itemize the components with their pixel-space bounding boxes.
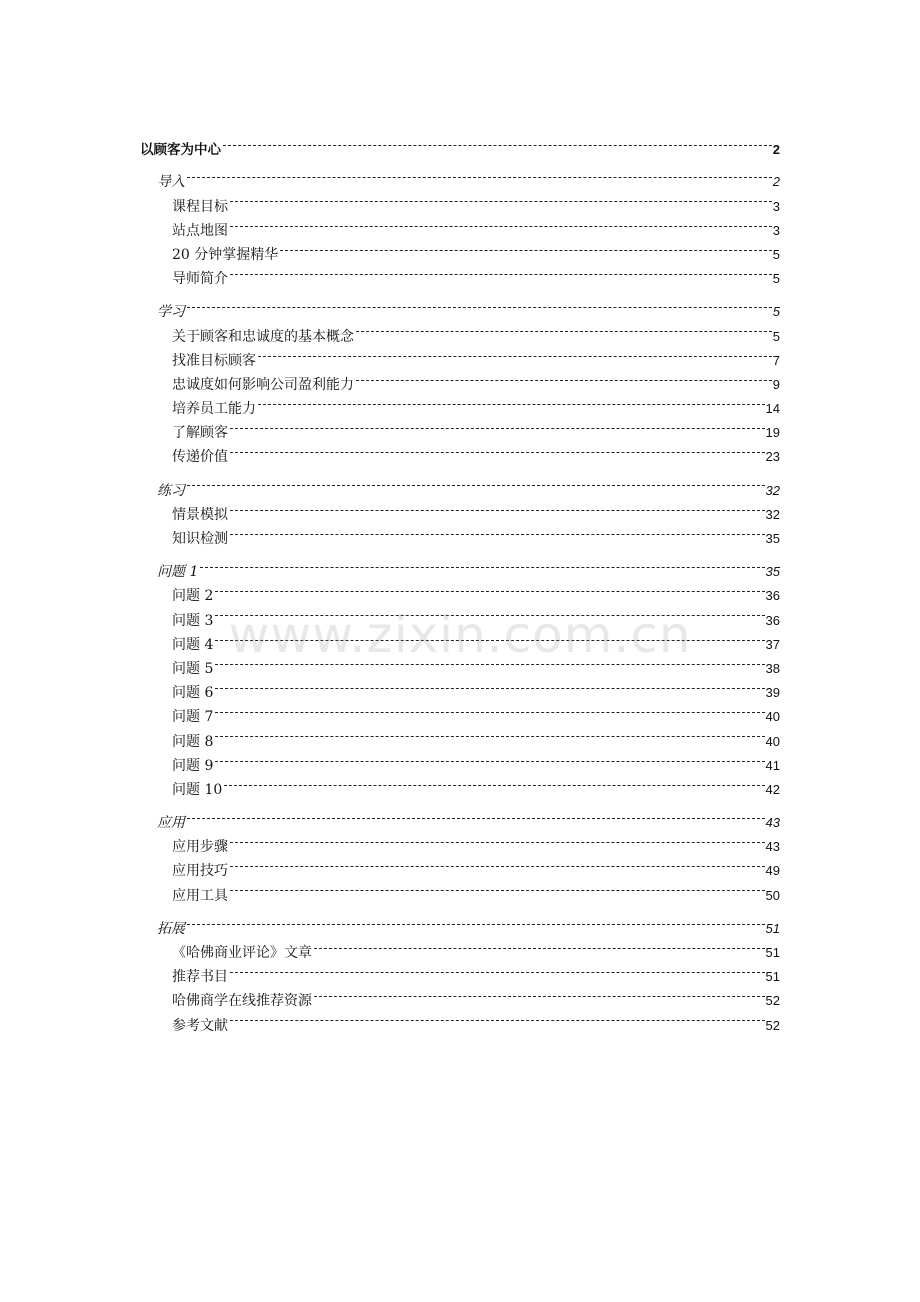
toc-item-entry-label: 问题 4 xyxy=(172,636,214,653)
toc-item-entry-page: 40 xyxy=(765,709,780,725)
toc-title-page: 2 xyxy=(772,142,780,158)
dot-leader xyxy=(354,365,773,389)
toc-item-entry-label: 课程目标 xyxy=(172,198,228,215)
toc-item-entry[interactable] xyxy=(140,495,780,523)
toc-item-entry[interactable] xyxy=(140,316,780,345)
toc-item-entry-page: 43 xyxy=(765,839,780,855)
toc-item-entry-page: 3 xyxy=(772,222,780,238)
toc-section xyxy=(140,552,780,798)
dot-leader xyxy=(228,851,766,875)
toc-section xyxy=(140,909,780,1034)
dot-leader xyxy=(222,770,765,794)
dot-leader xyxy=(228,875,766,899)
dot-leader xyxy=(228,413,766,437)
toc-sections xyxy=(140,162,780,1034)
toc-item-entry-label: 问题 9 xyxy=(172,757,214,774)
dot-leader xyxy=(185,909,766,933)
toc-item-entry[interactable] xyxy=(140,235,780,263)
toc-title-entry[interactable] xyxy=(140,130,780,159)
dot-leader xyxy=(213,721,765,745)
toc-item-entry-page: 7 xyxy=(772,352,780,368)
toc-item-entry[interactable] xyxy=(140,576,780,605)
toc-section-entry-page: 5 xyxy=(772,304,780,320)
dot-leader xyxy=(256,389,766,413)
dot-leader xyxy=(213,697,765,721)
dot-leader xyxy=(185,803,766,827)
toc-item-entry-label: 问题 2 xyxy=(172,588,214,605)
toc-item-entry-label: 参考文献 xyxy=(172,1017,228,1034)
toc-item-entry-page: 37 xyxy=(765,636,780,652)
toc-item-entry-label: 哈佛商学在线推荐资源 xyxy=(172,993,312,1010)
toc-item-entry-page: 52 xyxy=(765,993,780,1009)
dot-leader xyxy=(185,470,766,494)
toc-item-entry-label: 推荐书目 xyxy=(172,969,228,986)
toc-item-entry[interactable] xyxy=(140,413,780,442)
toc-item-entry-label: 情景模拟 xyxy=(172,506,228,523)
toc-item-entry[interactable] xyxy=(140,519,780,547)
toc-section-entry-label: 导入 xyxy=(157,174,185,191)
toc-item-entry-label: 问题 6 xyxy=(172,685,214,702)
toc-item-entry-page: 51 xyxy=(765,945,780,960)
toc-item-entry[interactable] xyxy=(140,600,780,629)
toc-item-entry-label: 找准目标顾客 xyxy=(172,352,256,369)
toc-item-entry-page: 36 xyxy=(765,612,780,628)
toc-item-entry-page: 14 xyxy=(765,401,780,417)
toc-item-entry-label: 忠诚度如何影响公司盈利能力 xyxy=(172,376,354,393)
toc-item-entry-page: 19 xyxy=(765,425,780,441)
toc-item-entry-page: 32 xyxy=(765,506,780,522)
toc-item-entry[interactable] xyxy=(140,746,780,774)
toc-item-entry[interactable] xyxy=(140,697,780,726)
toc-item-entry-page: 35 xyxy=(765,531,780,546)
toc-item-entry-label: 问题 10 xyxy=(172,781,223,798)
toc-item-entry-label: 知识检测 xyxy=(172,531,228,547)
toc-title-label: 以顾客为中心 xyxy=(140,142,221,159)
dot-leader xyxy=(354,316,773,340)
dot-leader xyxy=(198,552,765,576)
toc-section-entry-label: 拓展 xyxy=(157,920,185,937)
toc-section xyxy=(140,162,780,288)
toc-section-entry[interactable] xyxy=(140,909,780,937)
toc-item-entry[interactable] xyxy=(140,625,780,653)
toc-item-entry-label: 应用步骤 xyxy=(172,839,228,856)
dot-leader xyxy=(228,186,773,210)
toc-item-entry[interactable] xyxy=(140,649,780,677)
dot-leader xyxy=(312,933,766,957)
toc-item-entry[interactable] xyxy=(140,933,780,961)
toc-section-entry-page: 32 xyxy=(765,482,780,498)
toc-item-entry-label: 应用技巧 xyxy=(172,863,228,880)
dot-leader xyxy=(228,495,766,519)
toc-item-entry-page: 9 xyxy=(772,376,780,392)
dot-leader xyxy=(213,746,765,770)
toc-item-entry-page: 42 xyxy=(765,781,780,797)
dot-leader xyxy=(213,649,765,673)
toc-section xyxy=(140,803,780,904)
toc-item-entry[interactable] xyxy=(140,259,780,288)
toc-item-entry[interactable] xyxy=(140,673,780,702)
toc-item-entry-label: 关于顾客和忠诚度的基本概念 xyxy=(172,328,354,345)
toc-item-entry-page: 36 xyxy=(765,588,780,604)
dot-leader xyxy=(213,576,765,600)
toc-section-entry-page: 51 xyxy=(765,920,780,936)
toc-item-entry-page: 52 xyxy=(765,1017,780,1033)
dot-leader xyxy=(213,625,765,649)
toc-section-entry-label: 练习 xyxy=(157,482,185,499)
toc-item-entry-label: 导师简介 xyxy=(172,271,228,288)
toc-section-entry-page: 43 xyxy=(765,815,780,831)
toc-item-entry[interactable] xyxy=(140,437,780,466)
toc-section-entry[interactable] xyxy=(140,292,780,321)
dot-leader xyxy=(256,341,773,365)
toc-item-entry[interactable] xyxy=(140,721,780,750)
toc-section-entry-label: 学习 xyxy=(157,304,185,321)
toc-item-entry-label: 应用工具 xyxy=(172,887,228,904)
dot-leader xyxy=(185,162,773,186)
dot-leader xyxy=(228,957,766,981)
toc-section xyxy=(140,470,780,547)
watermark: www.zixin.com.cn xyxy=(228,606,692,664)
toc-section-entry[interactable] xyxy=(140,552,780,581)
toc-section-entry-page: 35 xyxy=(765,564,780,580)
toc-item-entry[interactable] xyxy=(140,851,780,880)
dot-leader xyxy=(278,235,773,259)
toc-item-entry-page: 5 xyxy=(772,328,780,344)
toc-item-entry-page: 38 xyxy=(765,660,780,676)
toc-item-entry-page: 40 xyxy=(765,733,780,749)
toc-item-entry-page: 39 xyxy=(765,685,780,701)
toc-item-entry-page: 49 xyxy=(765,863,780,879)
dot-leader xyxy=(213,600,765,624)
toc-item-entry[interactable] xyxy=(140,957,780,986)
toc-item-entry[interactable] xyxy=(140,875,780,904)
toc-item-entry-label: 培养员工能力 xyxy=(172,401,256,418)
toc-item-entry-label: 站点地图 xyxy=(172,222,228,239)
toc-item-entry-label: 20 分钟掌握精华 xyxy=(172,246,279,263)
toc-item-entry[interactable] xyxy=(140,186,780,215)
toc-item-entry-label: 传递价值 xyxy=(172,449,228,466)
toc-item-entry-label: 《哈佛商业评论》文章 xyxy=(172,945,312,961)
toc-section xyxy=(140,292,780,466)
table-of-contents xyxy=(140,130,780,1034)
toc-section-entry-page: 2 xyxy=(772,174,780,190)
toc-item-entry-page: 5 xyxy=(772,246,780,262)
toc-item-entry-page: 50 xyxy=(765,887,780,903)
toc-section-entry-label: 问题 1 xyxy=(157,564,199,581)
toc-item-entry[interactable] xyxy=(140,211,780,239)
toc-section-entry[interactable] xyxy=(140,470,780,499)
dot-leader xyxy=(185,292,773,316)
dot-leader xyxy=(312,981,766,1005)
dot-leader xyxy=(213,673,765,697)
dot-leader xyxy=(228,259,773,283)
dot-leader xyxy=(228,211,773,235)
toc-item-entry-label: 问题 8 xyxy=(172,733,214,750)
toc-item-entry-label: 问题 3 xyxy=(172,612,214,629)
dot-leader xyxy=(228,437,766,461)
toc-item-entry[interactable] xyxy=(140,1005,780,1034)
toc-item-entry-label: 问题 7 xyxy=(172,709,214,726)
toc-section-entry[interactable] xyxy=(140,803,780,832)
dot-leader xyxy=(228,1005,766,1029)
toc-item-entry[interactable] xyxy=(140,770,780,798)
toc-item-entry-page: 23 xyxy=(765,449,780,465)
toc-item-entry-label: 了解顾客 xyxy=(172,425,228,442)
toc-item-entry-page: 41 xyxy=(765,757,780,773)
toc-item-entry-page: 5 xyxy=(772,271,780,287)
dot-leader xyxy=(228,827,766,851)
toc-item-entry[interactable] xyxy=(140,827,780,856)
toc-item-entry-page: 51 xyxy=(765,969,780,985)
toc-section-entry-label: 应用 xyxy=(157,815,185,832)
toc-section-entry[interactable] xyxy=(140,162,780,191)
dot-leader xyxy=(221,130,773,154)
dot-leader xyxy=(228,519,766,543)
toc-item-entry-page: 3 xyxy=(772,198,780,214)
toc-item-entry-label: 问题 5 xyxy=(172,660,214,677)
toc-item-entry[interactable] xyxy=(140,981,780,1010)
